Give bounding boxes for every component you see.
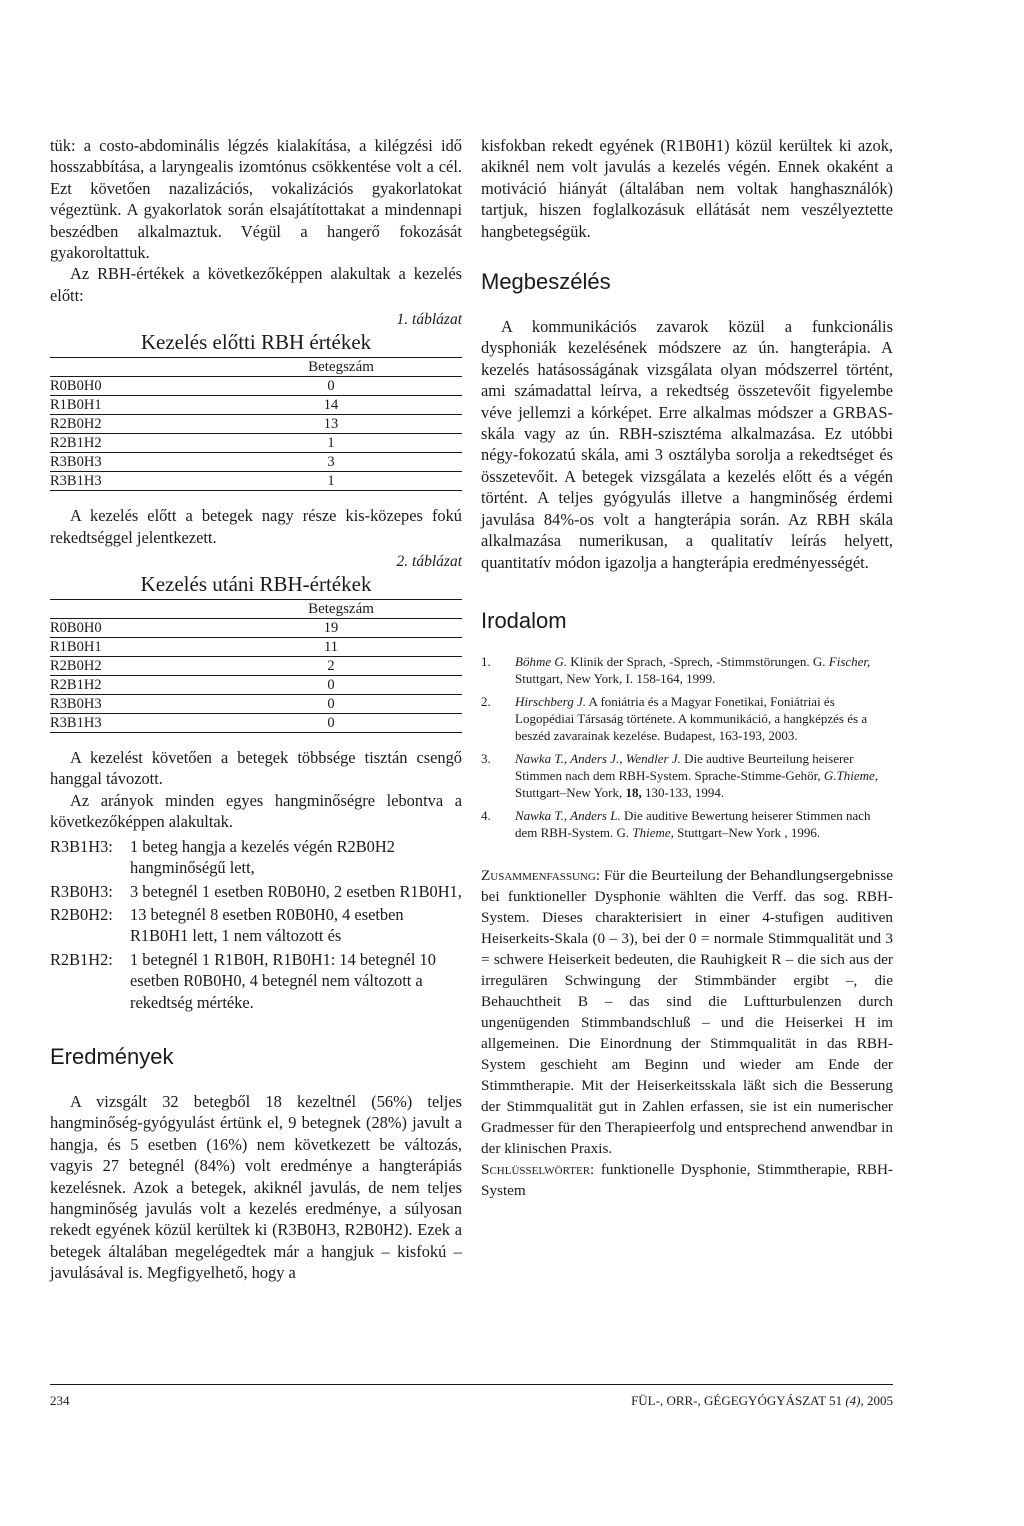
rbh-before-intro: Az RBH-értékek a következőképpen alakultak a kezelés előtt: bbox=[50, 264, 462, 305]
summary-block bbox=[481, 865, 893, 1159]
reference-item bbox=[481, 693, 893, 744]
intro-paragraph: tük: a costo-abdominális légzés kialakítása, a kilégzési idő hosszabbítása, a laryngealis izomtónus csökkentése volt a cél. Ezt követően nazalizációs, vokalizációs gyakorlatokat végeztünk. A gyakorlatok során elsajátítottakat a mindennapi beszédben alkalmaztuk. Végül a hangerő fokozását gyakoroltattuk. bbox=[50, 136, 462, 263]
reference-author: Nawka T., Anders J., Wendler J. bbox=[515, 750, 681, 766]
reference-publisher: Thieme, bbox=[632, 824, 674, 840]
table1-column-header: Betegszám bbox=[220, 358, 462, 377]
reference-place: Stuttgart–New York, bbox=[515, 784, 626, 800]
patient-count: 14 bbox=[220, 396, 462, 415]
table-row bbox=[50, 415, 462, 434]
table-row bbox=[50, 619, 462, 638]
reference-title: Klinik der Sprach, -Sprech, -Stimmstörungen. G. bbox=[567, 653, 829, 669]
reference-volume: 18, bbox=[625, 784, 642, 800]
case-item bbox=[50, 836, 462, 879]
reference-number: 2. bbox=[481, 693, 491, 709]
table2-body bbox=[50, 619, 462, 733]
summary-text: Für die Beurteilung der Behandlungsergebnisse bei funktioneller Dysphonie wählten die Verff. das sog. RBH-System. Dieses charakterisiert in einer 4-stufigen auditiven Heiserkeits-Skala (0 – 3), bei der 0 = normale Stimmqualität und 3 = schwere Heiserkeit bedeuten, die Rauhigkeit R – die sich aus der irregulären Schwingung der Stimmbänder ergibt –, die Behauchtheit B – das sind die Luftturbulenzen durch ungenügenden Stimmbandschluß – und die Heiserkei H im allgemeinen. Die Einordnung der Stimmqualität in das RBH-System geschieht am Beginn und wieder am Ende der Stimmtherapie. Mit der Heiserkeitsskala läßt sich die Besserung der Stimmqualität gut in Zahlen erfassen, sie ist ein numerischer Gradmesser für den Therapieerfolg und entsprechend anwendbar in der klinischen Praxis. bbox=[481, 866, 893, 1157]
case-text: 13 betegnél 8 esetben R0B0H0, 4 esetben R1B0H1 lett, 1 nem változott és bbox=[130, 904, 404, 946]
discussion-paragraph: A kommunikációs zavarok közül a funkcionális dysphoniák kezelésének módszere az ún. hangterápia. A kezelés hatásosságának vizsgálata olyan módszerrel történt, ami számadattal leírva, a rekedtség összetevőit figyelembe véve jellemzi a kórképet. Erre alkalmas módszer a GRBAS-skála vagy az ún. RBH-szisztéma alkalmazása. Ez utóbbi négy-fokozatú skála, ami 3 osztályba sorolja a rekedtséget és összetevőit. A betegek vizsgálata a kezelés előtt és a végén történt. A teljes gyógyulás illetve a hangminőség érdemi javulása 84%-os volt a hangterápia során. Az RBH skála alkalmazása numerikusan, a qualitatív leírás helyett, quantitatív módon igazolja a hangterápia eredményességét. bbox=[481, 317, 893, 572]
patient-count: 11 bbox=[220, 638, 462, 657]
table2-title: Kezelés utáni RBH-értékek bbox=[140, 572, 372, 597]
patient-count: 0 bbox=[220, 377, 462, 396]
right-column bbox=[481, 135, 893, 1201]
rbh-code: R0B0H0 bbox=[50, 619, 220, 638]
table-row bbox=[50, 638, 462, 657]
rbh-code: R2B0H2 bbox=[50, 657, 220, 676]
reference-publisher: G.Thieme, bbox=[823, 767, 879, 783]
case-code: R3B1H3: bbox=[50, 836, 113, 856]
patient-count: 0 bbox=[220, 676, 462, 695]
continuation-paragraph: kisfokban rekedt egyének (R1B0H1) közül kerültek ki azok, akiknél nem volt javulás a kezelés végén. Ennek okaként a motiváció hiányát (általában nem voltak hanghasználók) tartjuk, hiszen foglalkozásuk ellátását nem veszélyeztette hangbetegségük. bbox=[481, 136, 893, 241]
rbh-code: R3B1H3 bbox=[50, 472, 220, 491]
journal-name: FÜL-, ORR-, GÉGEGYÓGYÁSZAT bbox=[631, 1393, 826, 1408]
case-text: 1 betegnél 1 R1B0H, R1B0H1: 14 betegnél 10 esetben R0B0H0, 4 betegnél nem változott a rekedtség mértéke. bbox=[130, 949, 436, 1012]
patient-count: 19 bbox=[220, 619, 462, 638]
reference-number: 3. bbox=[481, 750, 491, 766]
summary-label: Zusammenfassung: bbox=[481, 866, 601, 884]
footer-rule bbox=[50, 1384, 893, 1385]
table-row bbox=[50, 453, 462, 472]
case-item bbox=[50, 881, 462, 902]
page-number: 234 bbox=[50, 1393, 70, 1408]
left-column bbox=[50, 135, 462, 1284]
rbh-code: R2B1H2 bbox=[50, 434, 220, 453]
rbh-code: R3B0H3 bbox=[50, 695, 220, 714]
table1 bbox=[50, 357, 462, 491]
case-text: 3 betegnél 1 esetben R0B0H0, 2 esetben R1B0H1, bbox=[130, 881, 462, 901]
results-heading: Eredmények bbox=[50, 1043, 174, 1069]
table-row bbox=[50, 676, 462, 695]
reference-place: Stuttgart, New York, I. 158-164, 1999. bbox=[515, 670, 716, 686]
ratios-intro: Az arányok minden egyes hangminőségre lebontva a következőképpen alakultak. bbox=[50, 790, 462, 832]
case-item bbox=[50, 949, 462, 1013]
keywords-label: Schlüsselwörter: bbox=[481, 1160, 595, 1178]
after-table2: A kezelést követően a betegek többsége tisztán csengő hanggal távozott. bbox=[50, 748, 462, 789]
reference-title: Die audtive Beurteilung heiserer Stimmen nach dem RBH-System. Sprache-Stimme-Gehör, bbox=[515, 750, 854, 783]
rbh-code: R3B1H3 bbox=[50, 714, 220, 733]
rbh-code: R3B0H3 bbox=[50, 453, 220, 472]
patient-count: 1 bbox=[220, 472, 462, 491]
results-paragraph: A vizsgált 32 betegből 18 kezeltnél (56%) teljes hangminőség-gyógyulást értünk el, 9 betegnek (28%) javult a hangja, és 5 esetben (16%) nem következett be változás, vagyis 27 betegnél (84%) volt eredménye a hangterápiás kezelésnek. Azok a betegek, akiknél javulás, de nem teljes hangminőség javulás volt a kezelés eredménye, a súlyosan rekedt egyének közül kerültek ki (R3B0H3, R2B0H2). Ezek a betegek általában megelégedtek már a hangjuk – kisfokú – javulásával is. Megfigyelhető, hogy a bbox=[50, 1091, 462, 1283]
rbh-code: R2B0H2 bbox=[50, 415, 220, 434]
discussion-heading: Megbeszélés bbox=[481, 269, 611, 295]
table1-body bbox=[50, 377, 462, 491]
table-row bbox=[50, 396, 462, 415]
journal-citation bbox=[631, 1393, 893, 1409]
reference-author: Hirschberg J. bbox=[515, 693, 587, 709]
journal-issue: (4), bbox=[845, 1393, 864, 1408]
reference-author: Böhme G. bbox=[515, 653, 567, 669]
reference-number: 4. bbox=[481, 807, 491, 823]
table-row bbox=[50, 434, 462, 453]
reference-author: Nawka T., Anders L. bbox=[515, 807, 621, 823]
rbh-code: R1B0H1 bbox=[50, 396, 220, 415]
rbh-code: R0B0H0 bbox=[50, 377, 220, 396]
table-row bbox=[50, 714, 462, 733]
patient-count: 1 bbox=[220, 434, 462, 453]
patient-count: 3 bbox=[220, 453, 462, 472]
case-text: 1 beteg hangja a kezelés végén R2B0H2 hangminőségű lett, bbox=[130, 836, 395, 878]
table-row bbox=[50, 377, 462, 396]
table-row bbox=[50, 472, 462, 491]
table-row bbox=[50, 657, 462, 676]
reference-place: Stuttgart–New York , 1996. bbox=[673, 824, 821, 840]
case-code: R3B0H3: bbox=[50, 881, 113, 901]
keywords-text: funktionelle Dysphonie, Stimmtherapie, RBH-System bbox=[481, 1160, 893, 1199]
after-table1: A kezelés előtt a betegek nagy része kis-közepes fokú rekedtséggel jelentkezett. bbox=[50, 506, 462, 547]
patient-count: 2 bbox=[220, 657, 462, 676]
case-item bbox=[50, 904, 462, 947]
table1-caption: 1. táblázat bbox=[396, 311, 462, 329]
reference-publisher: Fischer, bbox=[828, 653, 871, 669]
journal-volume: 51 bbox=[829, 1393, 843, 1408]
patient-count: 0 bbox=[220, 695, 462, 714]
reference-item bbox=[481, 653, 893, 687]
case-list bbox=[50, 836, 462, 1013]
table2-column-header: Betegszám bbox=[220, 600, 462, 619]
keywords-block bbox=[481, 1159, 893, 1201]
patient-count: 13 bbox=[220, 415, 462, 434]
case-code: R2B0H2: bbox=[50, 904, 113, 924]
reference-text bbox=[515, 653, 893, 687]
table1-title: Kezelés előtti RBH értékek bbox=[140, 330, 372, 355]
references-heading: Irodalom bbox=[481, 607, 567, 633]
reference-text bbox=[515, 750, 893, 801]
table-row bbox=[50, 695, 462, 714]
table2-caption: 2. táblázat bbox=[396, 553, 462, 571]
reference-item bbox=[481, 750, 893, 801]
reference-item bbox=[481, 807, 893, 841]
reference-pages: 130-133, 1994. bbox=[641, 784, 725, 800]
reference-title: Die auditive Bewertung heiserer Stimmen nach dem RBH-System. G. bbox=[515, 807, 871, 840]
reference-text bbox=[515, 807, 893, 841]
table2 bbox=[50, 599, 462, 733]
patient-count: 0 bbox=[220, 714, 462, 733]
reference-title: A foniátria és a Magyar Fonetikai, Foniátriai és Logopédiai Társaság története. A kommunikáció, a hangképzés és a beszéd zavarainak kezelése. Budapest, 163-193, 2003. bbox=[515, 693, 868, 743]
reference-text bbox=[515, 693, 893, 744]
journal-year: 2005 bbox=[867, 1393, 893, 1408]
case-code: R2B1H2: bbox=[50, 949, 113, 969]
rbh-code: R1B0H1 bbox=[50, 638, 220, 657]
reference-list bbox=[481, 653, 893, 841]
reference-number: 1. bbox=[481, 653, 491, 669]
rbh-code: R2B1H2 bbox=[50, 676, 220, 695]
